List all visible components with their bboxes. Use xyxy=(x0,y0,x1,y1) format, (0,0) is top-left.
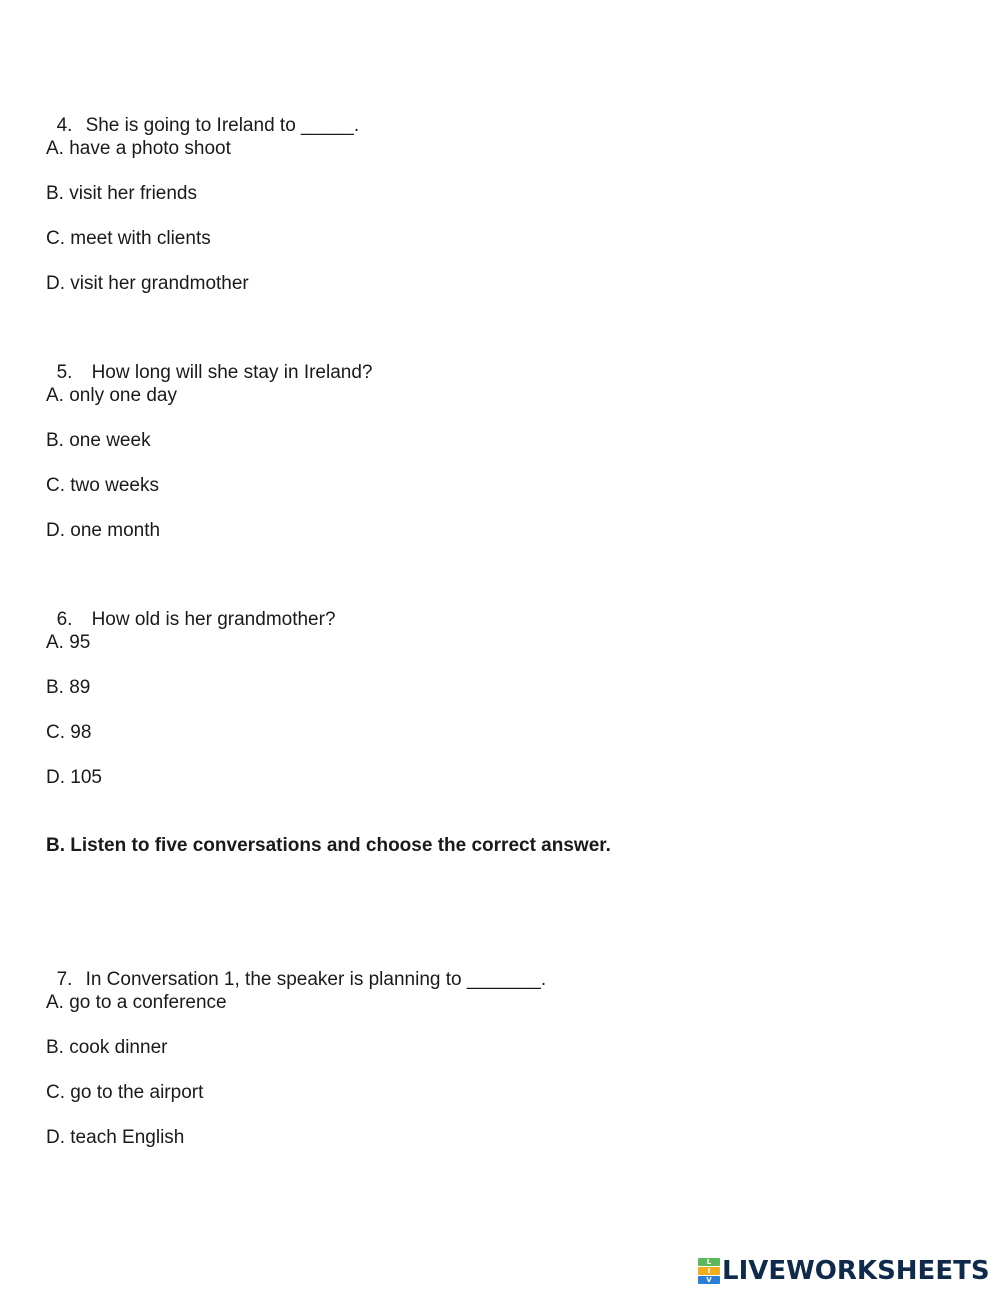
question-text: How old is her grandmother? xyxy=(91,609,336,630)
question-text: She is going to Ireland to _____. xyxy=(85,115,360,136)
option-b: B. cook dinner xyxy=(46,1037,168,1058)
logo-mark-icon xyxy=(698,1258,720,1284)
question-text: How long will she stay in Ireland? xyxy=(91,362,373,383)
option-d: D. one month xyxy=(46,520,161,541)
question-text: In Conversation 1, the speaker is planning to _______. xyxy=(85,969,547,990)
logo-text: LIVEWORKSHEETS xyxy=(722,1256,990,1286)
question-number: 4. xyxy=(56,115,73,136)
option-a: A. go to a conference xyxy=(46,992,227,1013)
question-number: 7. xyxy=(56,969,73,990)
option-c: C. two weeks xyxy=(46,475,159,496)
option-d: D. 105 xyxy=(46,767,102,788)
option-b: B. 89 xyxy=(46,677,91,698)
question-number: 5. xyxy=(56,362,73,383)
logo-block-i: I xyxy=(698,1267,720,1275)
option-a: A. only one day xyxy=(46,385,177,406)
logo-block-l: L xyxy=(698,1258,720,1266)
liveworksheets-logo xyxy=(698,1257,990,1285)
question-7 xyxy=(46,947,546,991)
option-c: C. 98 xyxy=(46,722,92,743)
question-5 xyxy=(46,340,372,384)
question-4 xyxy=(46,93,359,137)
option-a: A. have a photo shoot xyxy=(46,138,231,159)
option-b: B. one week xyxy=(46,430,151,451)
option-c: C. go to the airport xyxy=(46,1082,204,1103)
option-b: B. visit her friends xyxy=(46,183,197,204)
option-a: A. 95 xyxy=(46,632,91,653)
section-b-heading: B. Listen to five conversations and choose the correct answer. xyxy=(46,835,611,856)
option-d: D. visit her grandmother xyxy=(46,273,249,294)
option-d: D. teach English xyxy=(46,1127,185,1148)
question-6 xyxy=(46,587,336,631)
option-c: C. meet with clients xyxy=(46,228,211,249)
logo-block-v: V xyxy=(698,1276,720,1284)
question-number: 6. xyxy=(56,609,73,630)
